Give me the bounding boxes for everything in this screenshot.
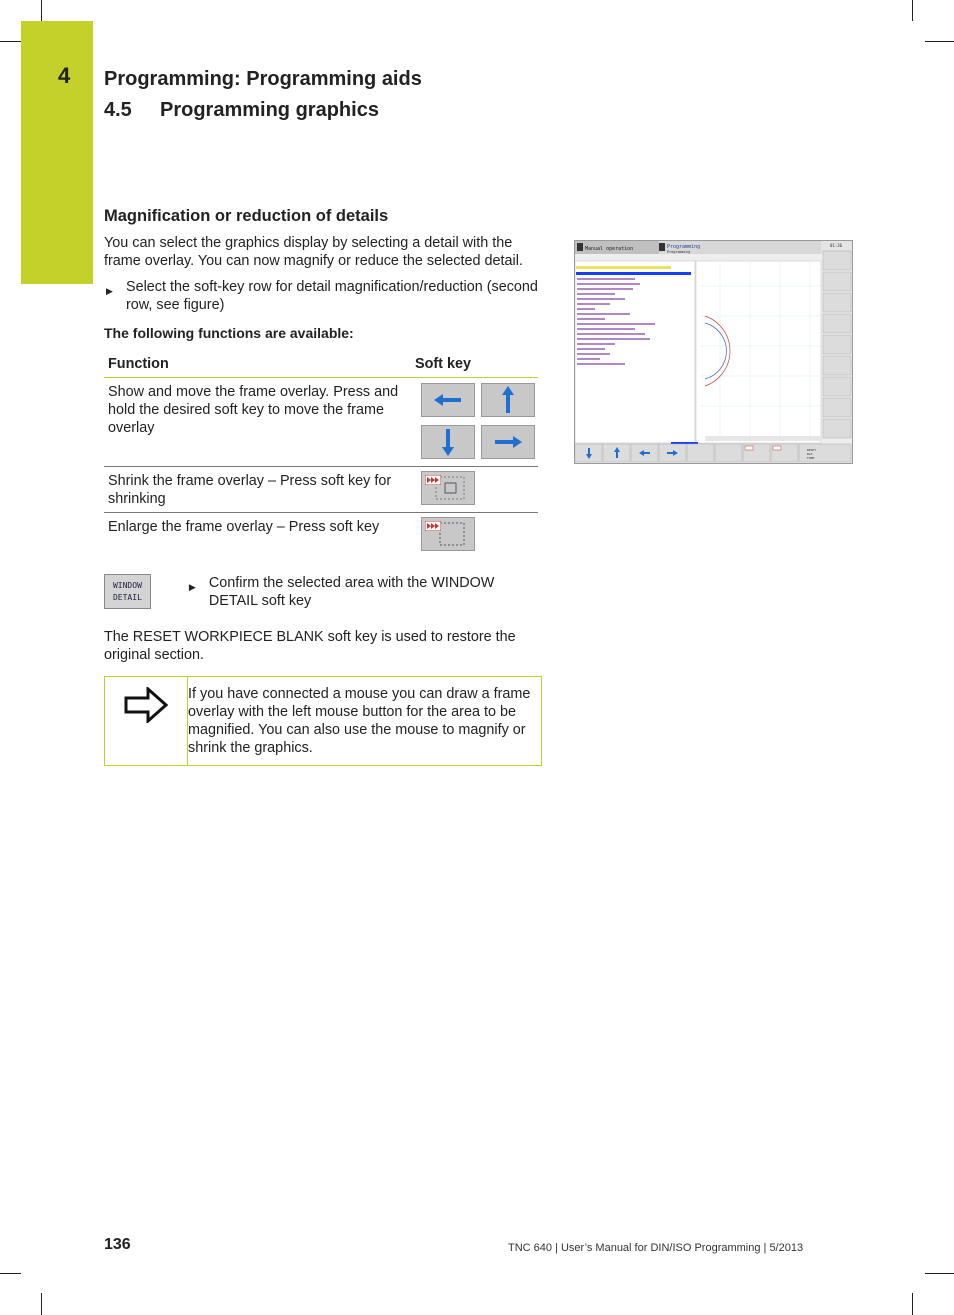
softkey-up[interactable] xyxy=(481,383,535,417)
step-item xyxy=(187,574,544,610)
chapter-title: Programming: Programming aids xyxy=(104,68,422,90)
confirm-row xyxy=(104,574,544,616)
softkey-down[interactable] xyxy=(421,425,475,459)
arrow-down-icon xyxy=(441,428,455,456)
softkey-left[interactable] xyxy=(421,383,475,417)
window-detail-softkey[interactable]: WINDOW DETAIL xyxy=(104,574,151,609)
chapter-number: 4 xyxy=(58,63,71,88)
bullet-triangle-icon: ▶ xyxy=(106,286,113,296)
crop-mark xyxy=(41,1293,42,1315)
reset-key-line1: RESET xyxy=(807,448,817,452)
main-content xyxy=(104,206,544,766)
reset-key-line3: FORM xyxy=(807,456,815,460)
functions-table xyxy=(104,348,538,558)
softkey-enlarge[interactable] xyxy=(421,517,475,551)
reset-key-line2: BLK xyxy=(807,452,813,456)
hint-arrow-icon xyxy=(124,687,168,723)
table-row xyxy=(104,378,538,467)
step-text: Confirm the selected area with the WINDOW DETAIL soft key xyxy=(208,575,495,609)
section-title-text: Programming graphics xyxy=(160,99,379,121)
table-row xyxy=(104,467,538,513)
crop-mark xyxy=(41,0,42,21)
note-box xyxy=(104,676,542,766)
section-number: 4.5 xyxy=(104,99,132,121)
crop-mark xyxy=(925,1273,954,1274)
function-cell: Shrink the frame overlay – Press soft key for shrinking xyxy=(104,467,411,513)
section-title xyxy=(104,99,379,122)
clock: 01:36 xyxy=(830,243,843,248)
table-row xyxy=(104,513,538,559)
function-cell: Enlarge the frame overlay – Press soft key xyxy=(108,519,380,535)
col-function: Function xyxy=(104,348,411,378)
crop-mark xyxy=(912,1293,913,1315)
crop-mark xyxy=(912,0,913,21)
page-heading: Magnification or reduction of details xyxy=(104,207,389,225)
chapter-tab xyxy=(21,21,93,284)
page-number: 136 xyxy=(104,1236,131,1253)
step-text: Select the soft-key row for detail magnification/reduction (second row, see figure) xyxy=(126,279,538,313)
note-text: If you have connected a mouse you can draw a frame overlay with the left mouse button for the area to be magnified. You can also use the mouse to magnify or shrink the graphics. xyxy=(188,686,531,756)
mode-left-label: Manual operation xyxy=(585,246,634,252)
function-cell: Show and move the frame overlay. Press and hold the desired soft key to move the frame overlay xyxy=(104,378,411,467)
crop-mark xyxy=(0,41,21,42)
intro-paragraph: You can select the graphics display by selecting a detail with the frame overlay. You can now magnify or reduce the selected detail. xyxy=(104,235,523,269)
step-item xyxy=(104,278,544,314)
mode-right-label: Programming xyxy=(667,244,701,250)
arrow-right-icon xyxy=(494,435,522,449)
col-softkey: Soft key xyxy=(411,348,538,378)
functions-label: The following functions are available: xyxy=(104,325,354,341)
screenshot-svg xyxy=(575,241,852,463)
crop-mark xyxy=(0,1273,21,1274)
softkey-shrink[interactable] xyxy=(421,471,475,505)
arrow-left-icon xyxy=(434,393,462,407)
softkey-right[interactable] xyxy=(481,425,535,459)
arrow-up-icon xyxy=(501,386,515,414)
tnc-screenshot xyxy=(574,240,853,464)
table-header xyxy=(104,348,538,378)
fast-forward-icon xyxy=(425,475,441,485)
crop-mark xyxy=(925,41,954,42)
bullet-triangle-icon: ▶ xyxy=(188,582,196,592)
reset-paragraph: The RESET WORKPIECE BLANK soft key is used to restore the original section. xyxy=(104,629,516,663)
footer-text: TNC 640 | User’s Manual for DIN/ISO Programming | 5/2013 xyxy=(508,1242,804,1254)
fast-forward-icon xyxy=(425,521,441,531)
mode-right-sub: Programming xyxy=(667,250,691,254)
